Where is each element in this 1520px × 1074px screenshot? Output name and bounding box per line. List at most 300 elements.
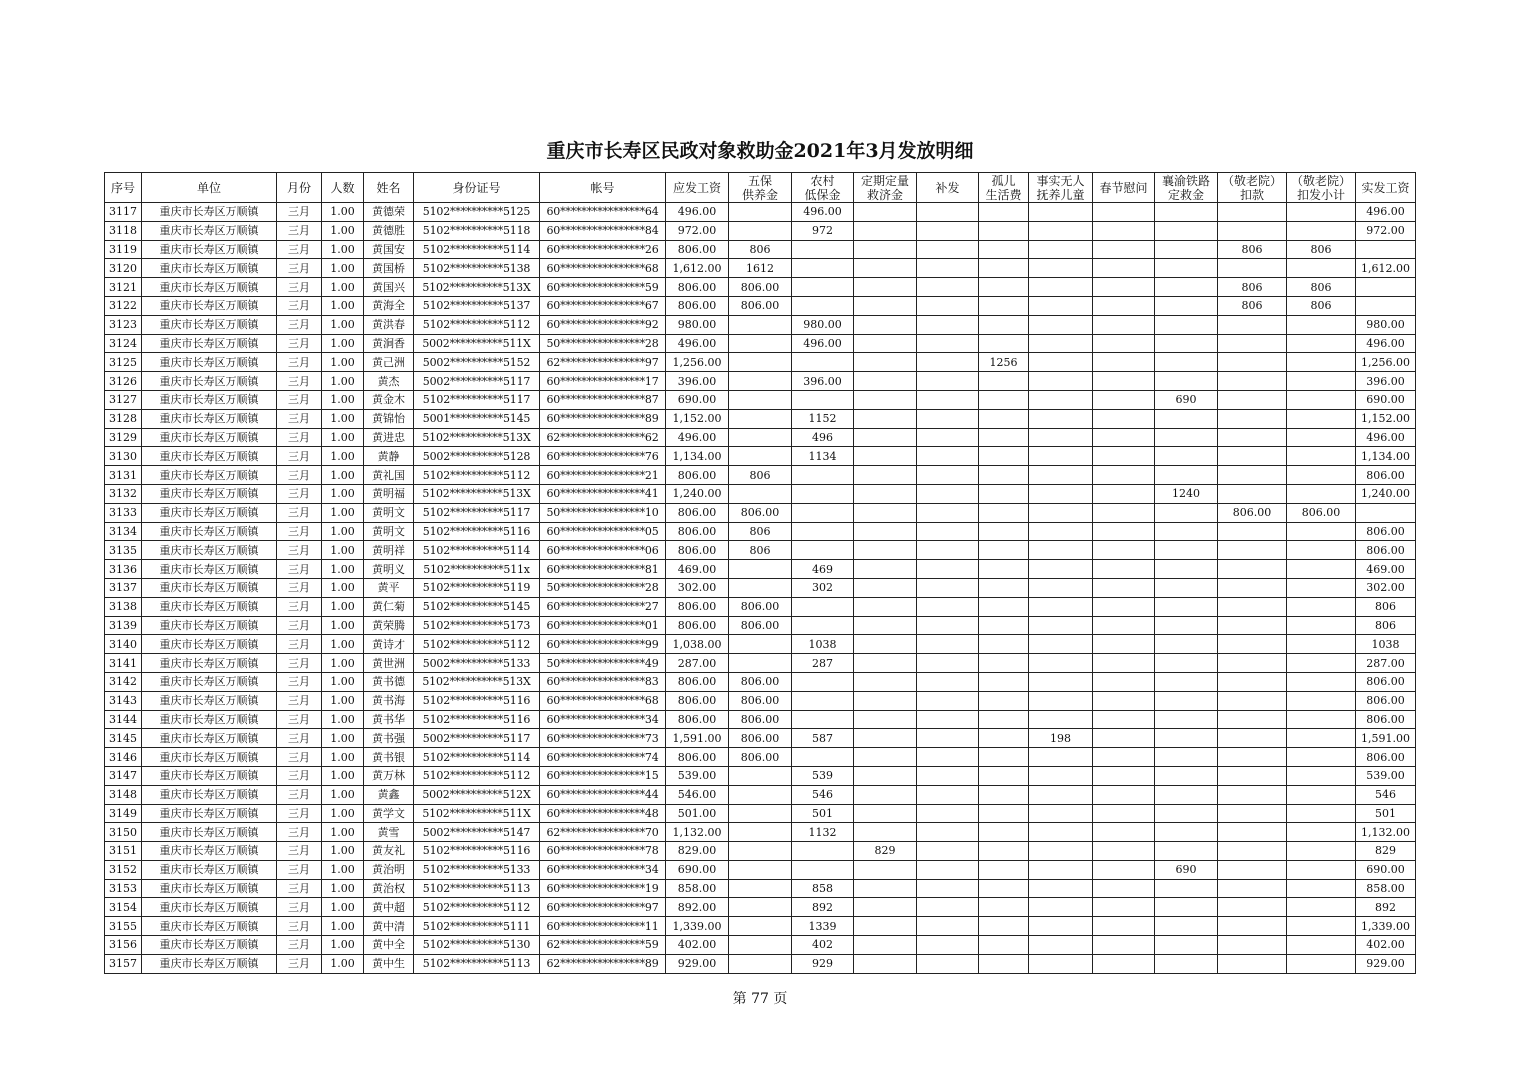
count-cell: 1.00	[322, 954, 364, 973]
railway-cell	[1155, 936, 1218, 955]
deduction-cell	[1218, 936, 1287, 955]
relief-cell	[854, 278, 917, 297]
table-row	[105, 954, 1416, 973]
month-cell: 三月	[277, 315, 322, 334]
wubao-cell: 806	[729, 240, 792, 259]
net-pay-cell: 806.00	[1356, 522, 1416, 541]
table-row	[105, 466, 1416, 485]
relief-cell	[854, 654, 917, 673]
dibao-cell: 1152	[792, 409, 854, 428]
deduction-cell	[1218, 898, 1287, 917]
account-cell: 60****************64	[540, 203, 666, 222]
spring-festival-cell	[1093, 353, 1155, 372]
de-facto-orphan-cell	[1029, 635, 1093, 654]
header-col-id-number: 身份证号	[414, 173, 540, 203]
net-pay-cell: 1,591.00	[1356, 729, 1416, 748]
spring-festival-cell	[1093, 936, 1155, 955]
name-cell: 黄德荣	[364, 203, 414, 222]
spring-festival-cell	[1093, 766, 1155, 785]
name-cell: 黄万林	[364, 766, 414, 785]
gross-pay-cell: 806.00	[666, 240, 729, 259]
wubao-cell	[729, 898, 792, 917]
orphan-cell: 1256	[979, 353, 1029, 372]
unit-cell: 重庆市长寿区万顺镇	[142, 278, 277, 297]
gross-pay-cell: 287.00	[666, 654, 729, 673]
account-cell: 60****************87	[540, 390, 666, 409]
month-cell: 三月	[277, 785, 322, 804]
spring-festival-cell	[1093, 466, 1155, 485]
orphan-cell	[979, 710, 1029, 729]
gross-pay-cell: 302.00	[666, 578, 729, 597]
spring-festival-cell	[1093, 654, 1155, 673]
table-row	[105, 522, 1416, 541]
dibao-cell: 587	[792, 729, 854, 748]
gross-pay-cell: 496.00	[666, 203, 729, 222]
deduction-subtotal-cell	[1287, 259, 1356, 278]
unit-cell: 重庆市长寿区万顺镇	[142, 898, 277, 917]
table-row	[105, 823, 1416, 842]
gross-pay-cell: 980.00	[666, 315, 729, 334]
name-cell: 黄雪	[364, 823, 414, 842]
id-number-cell: 5102**********511X	[414, 804, 540, 823]
account-cell: 60****************89	[540, 409, 666, 428]
de-facto-orphan-cell	[1029, 748, 1093, 767]
back-pay-cell	[917, 447, 979, 466]
deduction-subtotal-cell	[1287, 315, 1356, 334]
month-cell: 三月	[277, 672, 322, 691]
de-facto-orphan-cell	[1029, 503, 1093, 522]
table-row	[105, 240, 1416, 259]
deduction-cell	[1218, 766, 1287, 785]
id-number-cell: 5102**********5114	[414, 748, 540, 767]
count-cell: 1.00	[322, 635, 364, 654]
count-cell: 1.00	[322, 560, 364, 579]
count-cell: 1.00	[322, 729, 364, 748]
wubao-cell: 1612	[729, 259, 792, 278]
count-cell: 1.00	[322, 748, 364, 767]
name-cell: 黄国桥	[364, 259, 414, 278]
orphan-cell	[979, 334, 1029, 353]
account-cell: 60****************99	[540, 635, 666, 654]
row-index: 3133	[105, 503, 142, 522]
back-pay-cell	[917, 954, 979, 973]
wubao-cell	[729, 447, 792, 466]
de-facto-orphan-cell	[1029, 334, 1093, 353]
relief-cell	[854, 936, 917, 955]
header-col-xiangyu-railway: 襄渝铁路 定救金	[1155, 173, 1218, 203]
net-pay-cell: 302.00	[1356, 578, 1416, 597]
unit-cell: 重庆市长寿区万顺镇	[142, 334, 277, 353]
deduction-cell	[1218, 409, 1287, 428]
wubao-cell: 806.00	[729, 503, 792, 522]
relief-cell	[854, 353, 917, 372]
header-col-orphan-allowance: 孤儿 生活费	[979, 173, 1029, 203]
deduction-cell	[1218, 672, 1287, 691]
month-cell: 三月	[277, 578, 322, 597]
gross-pay-cell: 806.00	[666, 466, 729, 485]
deduction-subtotal-cell	[1287, 748, 1356, 767]
orphan-cell	[979, 597, 1029, 616]
railway-cell	[1155, 278, 1218, 297]
name-cell: 黄书华	[364, 710, 414, 729]
wubao-cell	[729, 221, 792, 240]
back-pay-cell	[917, 823, 979, 842]
dibao-cell	[792, 860, 854, 879]
orphan-cell	[979, 691, 1029, 710]
month-cell: 三月	[277, 748, 322, 767]
dibao-cell: 402	[792, 936, 854, 955]
row-index: 3154	[105, 898, 142, 917]
spring-festival-cell	[1093, 860, 1155, 879]
railway-cell	[1155, 879, 1218, 898]
wubao-cell: 806	[729, 466, 792, 485]
month-cell: 三月	[277, 390, 322, 409]
net-pay-cell: 980.00	[1356, 315, 1416, 334]
railway-cell	[1155, 654, 1218, 673]
unit-cell: 重庆市长寿区万顺镇	[142, 860, 277, 879]
wubao-cell	[729, 390, 792, 409]
unit-cell: 重庆市长寿区万顺镇	[142, 635, 277, 654]
account-cell: 62****************97	[540, 353, 666, 372]
gross-pay-cell: 690.00	[666, 860, 729, 879]
name-cell: 黄仁菊	[364, 597, 414, 616]
back-pay-cell	[917, 842, 979, 861]
relief-cell	[854, 372, 917, 391]
deduction-subtotal-cell	[1287, 447, 1356, 466]
count-cell: 1.00	[322, 898, 364, 917]
back-pay-cell	[917, 315, 979, 334]
count-cell: 1.00	[322, 879, 364, 898]
deduction-cell	[1218, 578, 1287, 597]
table-row	[105, 860, 1416, 879]
dibao-cell: 496.00	[792, 334, 854, 353]
name-cell: 黄杰	[364, 372, 414, 391]
unit-cell: 重庆市长寿区万顺镇	[142, 616, 277, 635]
row-index: 3128	[105, 409, 142, 428]
name-cell: 黄静	[364, 447, 414, 466]
back-pay-cell	[917, 409, 979, 428]
header-col-unit: 单位	[142, 173, 277, 203]
month-cell: 三月	[277, 710, 322, 729]
back-pay-cell	[917, 898, 979, 917]
gross-pay-cell: 806.00	[666, 710, 729, 729]
back-pay-cell	[917, 522, 979, 541]
relief-cell	[854, 560, 917, 579]
name-cell: 黄平	[364, 578, 414, 597]
net-pay-cell: 1,152.00	[1356, 409, 1416, 428]
wubao-cell	[729, 860, 792, 879]
orphan-cell	[979, 672, 1029, 691]
deduction-subtotal-cell: 806	[1287, 240, 1356, 259]
gross-pay-cell: 501.00	[666, 804, 729, 823]
back-pay-cell	[917, 240, 979, 259]
unit-cell: 重庆市长寿区万顺镇	[142, 447, 277, 466]
net-pay-cell: 806.00	[1356, 541, 1416, 560]
wubao-cell	[729, 353, 792, 372]
count-cell: 1.00	[322, 353, 364, 372]
de-facto-orphan-cell	[1029, 372, 1093, 391]
table-row	[105, 203, 1416, 222]
spring-festival-cell	[1093, 635, 1155, 654]
spring-festival-cell	[1093, 296, 1155, 315]
deduction-subtotal-cell	[1287, 409, 1356, 428]
back-pay-cell	[917, 785, 979, 804]
name-cell: 黄洪春	[364, 315, 414, 334]
railway-cell	[1155, 823, 1218, 842]
id-number-cell: 5102**********5116	[414, 522, 540, 541]
id-number-cell: 5102**********5125	[414, 203, 540, 222]
id-number-cell: 5102**********513X	[414, 672, 540, 691]
month-cell: 三月	[277, 860, 322, 879]
spring-festival-cell	[1093, 259, 1155, 278]
id-number-cell: 5002**********5133	[414, 654, 540, 673]
relief-cell	[854, 766, 917, 785]
count-cell: 1.00	[322, 578, 364, 597]
id-number-cell: 5102**********5133	[414, 860, 540, 879]
spring-festival-cell	[1093, 203, 1155, 222]
name-cell: 黄涧香	[364, 334, 414, 353]
de-facto-orphan-cell	[1029, 203, 1093, 222]
count-cell: 1.00	[322, 447, 364, 466]
spring-festival-cell	[1093, 278, 1155, 297]
wubao-cell	[729, 954, 792, 973]
row-index: 3131	[105, 466, 142, 485]
railway-cell	[1155, 240, 1218, 259]
account-cell: 62****************62	[540, 428, 666, 447]
account-cell: 60****************67	[540, 296, 666, 315]
dibao-cell: 929	[792, 954, 854, 973]
railway-cell	[1155, 616, 1218, 635]
de-facto-orphan-cell	[1029, 597, 1093, 616]
count-cell: 1.00	[322, 466, 364, 485]
spring-festival-cell	[1093, 879, 1155, 898]
dibao-cell: 980.00	[792, 315, 854, 334]
dibao-cell	[792, 710, 854, 729]
header-col-index: 序号	[105, 173, 142, 203]
de-facto-orphan-cell	[1029, 278, 1093, 297]
row-index: 3139	[105, 616, 142, 635]
dibao-cell: 302	[792, 578, 854, 597]
row-index: 3124	[105, 334, 142, 353]
count-cell: 1.00	[322, 390, 364, 409]
relief-cell	[854, 748, 917, 767]
id-number-cell: 5102**********5111	[414, 917, 540, 936]
wubao-cell: 806.00	[729, 278, 792, 297]
spring-festival-cell	[1093, 560, 1155, 579]
deduction-cell	[1218, 447, 1287, 466]
gross-pay-cell: 1,339.00	[666, 917, 729, 936]
row-index: 3136	[105, 560, 142, 579]
account-cell: 60****************26	[540, 240, 666, 259]
id-number-cell: 5002**********5117	[414, 729, 540, 748]
relief-cell	[854, 785, 917, 804]
net-pay-cell: 806.00	[1356, 691, 1416, 710]
row-index: 3121	[105, 278, 142, 297]
table-row	[105, 503, 1416, 522]
table-row	[105, 334, 1416, 353]
header-col-month: 月份	[277, 173, 322, 203]
dibao-cell: 1038	[792, 635, 854, 654]
wubao-cell	[729, 372, 792, 391]
wubao-cell: 806.00	[729, 710, 792, 729]
unit-cell: 重庆市长寿区万顺镇	[142, 654, 277, 673]
wubao-cell	[729, 635, 792, 654]
name-cell: 黄国兴	[364, 278, 414, 297]
deduction-cell	[1218, 879, 1287, 898]
id-number-cell: 5102**********5113	[414, 954, 540, 973]
table-row	[105, 560, 1416, 579]
table-row	[105, 691, 1416, 710]
spring-festival-cell	[1093, 898, 1155, 917]
orphan-cell	[979, 541, 1029, 560]
de-facto-orphan-cell	[1029, 428, 1093, 447]
row-index: 3150	[105, 823, 142, 842]
relief-cell	[854, 898, 917, 917]
back-pay-cell	[917, 597, 979, 616]
spring-festival-cell	[1093, 785, 1155, 804]
relief-cell	[854, 484, 917, 503]
deduction-subtotal-cell	[1287, 334, 1356, 353]
unit-cell: 重庆市长寿区万顺镇	[142, 372, 277, 391]
name-cell: 黄金木	[364, 390, 414, 409]
month-cell: 三月	[277, 203, 322, 222]
back-pay-cell	[917, 541, 979, 560]
railway-cell	[1155, 296, 1218, 315]
unit-cell: 重庆市长寿区万顺镇	[142, 672, 277, 691]
count-cell: 1.00	[322, 409, 364, 428]
unit-cell: 重庆市长寿区万顺镇	[142, 804, 277, 823]
id-number-cell: 5102**********5130	[414, 936, 540, 955]
name-cell: 黄中全	[364, 936, 414, 955]
back-pay-cell	[917, 334, 979, 353]
month-cell: 三月	[277, 296, 322, 315]
header-col-gross-pay: 应发工资	[666, 173, 729, 203]
dibao-cell	[792, 616, 854, 635]
orphan-cell	[979, 466, 1029, 485]
deduction-subtotal-cell	[1287, 484, 1356, 503]
back-pay-cell	[917, 353, 979, 372]
count-cell: 1.00	[322, 823, 364, 842]
back-pay-cell	[917, 748, 979, 767]
count-cell: 1.00	[322, 296, 364, 315]
railway-cell	[1155, 954, 1218, 973]
row-index: 3153	[105, 879, 142, 898]
orphan-cell	[979, 860, 1029, 879]
orphan-cell	[979, 898, 1029, 917]
de-facto-orphan-cell	[1029, 578, 1093, 597]
row-index: 3118	[105, 221, 142, 240]
orphan-cell	[979, 390, 1029, 409]
month-cell: 三月	[277, 409, 322, 428]
month-cell: 三月	[277, 334, 322, 353]
id-number-cell: 5102**********513X	[414, 484, 540, 503]
railway-cell	[1155, 898, 1218, 917]
id-number-cell: 5102**********5117	[414, 390, 540, 409]
spring-festival-cell	[1093, 334, 1155, 353]
table-row	[105, 842, 1416, 861]
count-cell: 1.00	[322, 691, 364, 710]
month-cell: 三月	[277, 240, 322, 259]
back-pay-cell	[917, 879, 979, 898]
gross-pay-cell: 1,591.00	[666, 729, 729, 748]
account-cell: 60****************01	[540, 616, 666, 635]
orphan-cell	[979, 484, 1029, 503]
net-pay-cell: 690.00	[1356, 390, 1416, 409]
table-row	[105, 259, 1416, 278]
month-cell: 三月	[277, 484, 322, 503]
relief-cell	[854, 522, 917, 541]
orphan-cell	[979, 917, 1029, 936]
gross-pay-cell: 806.00	[666, 672, 729, 691]
net-pay-cell: 806	[1356, 616, 1416, 635]
de-facto-orphan-cell	[1029, 823, 1093, 842]
back-pay-cell	[917, 654, 979, 673]
month-cell: 三月	[277, 616, 322, 635]
account-cell: 60****************68	[540, 691, 666, 710]
row-index: 3126	[105, 372, 142, 391]
account-cell: 60****************34	[540, 860, 666, 879]
railway-cell	[1155, 522, 1218, 541]
spring-festival-cell	[1093, 503, 1155, 522]
month-cell: 三月	[277, 917, 322, 936]
unit-cell: 重庆市长寿区万顺镇	[142, 353, 277, 372]
header-col-rural-dibao: 农村 低保金	[792, 173, 854, 203]
deduction-subtotal-cell: 806.00	[1287, 503, 1356, 522]
deduction-subtotal-cell	[1287, 428, 1356, 447]
deduction-cell	[1218, 654, 1287, 673]
unit-cell: 重庆市长寿区万顺镇	[142, 390, 277, 409]
name-cell: 黄书德	[364, 672, 414, 691]
count-cell: 1.00	[322, 936, 364, 955]
table-header-row	[105, 173, 1416, 203]
de-facto-orphan-cell	[1029, 390, 1093, 409]
unit-cell: 重庆市长寿区万顺镇	[142, 936, 277, 955]
row-index: 3132	[105, 484, 142, 503]
id-number-cell: 5102**********5119	[414, 578, 540, 597]
back-pay-cell	[917, 860, 979, 879]
gross-pay-cell: 972.00	[666, 221, 729, 240]
gross-pay-cell: 396.00	[666, 372, 729, 391]
count-cell: 1.00	[322, 278, 364, 297]
id-number-cell: 5102**********513X	[414, 278, 540, 297]
unit-cell: 重庆市长寿区万顺镇	[142, 428, 277, 447]
deduction-cell	[1218, 823, 1287, 842]
railway-cell	[1155, 710, 1218, 729]
dibao-cell: 546	[792, 785, 854, 804]
table-body	[105, 203, 1416, 974]
back-pay-cell	[917, 766, 979, 785]
dibao-cell	[792, 240, 854, 259]
deduction-cell: 806.00	[1218, 503, 1287, 522]
name-cell: 黄己洲	[364, 353, 414, 372]
month-cell: 三月	[277, 466, 322, 485]
railway-cell	[1155, 372, 1218, 391]
row-index: 3155	[105, 917, 142, 936]
deduction-subtotal-cell	[1287, 917, 1356, 936]
back-pay-cell	[917, 936, 979, 955]
table-row	[105, 390, 1416, 409]
count-cell: 1.00	[322, 766, 364, 785]
relief-cell: 829	[854, 842, 917, 861]
relief-cell	[854, 710, 917, 729]
deduction-subtotal-cell	[1287, 785, 1356, 804]
gross-pay-cell: 806.00	[666, 296, 729, 315]
unit-cell: 重庆市长寿区万顺镇	[142, 785, 277, 804]
spring-festival-cell	[1093, 917, 1155, 936]
deduction-subtotal-cell	[1287, 353, 1356, 372]
name-cell: 黄友礼	[364, 842, 414, 861]
orphan-cell	[979, 954, 1029, 973]
